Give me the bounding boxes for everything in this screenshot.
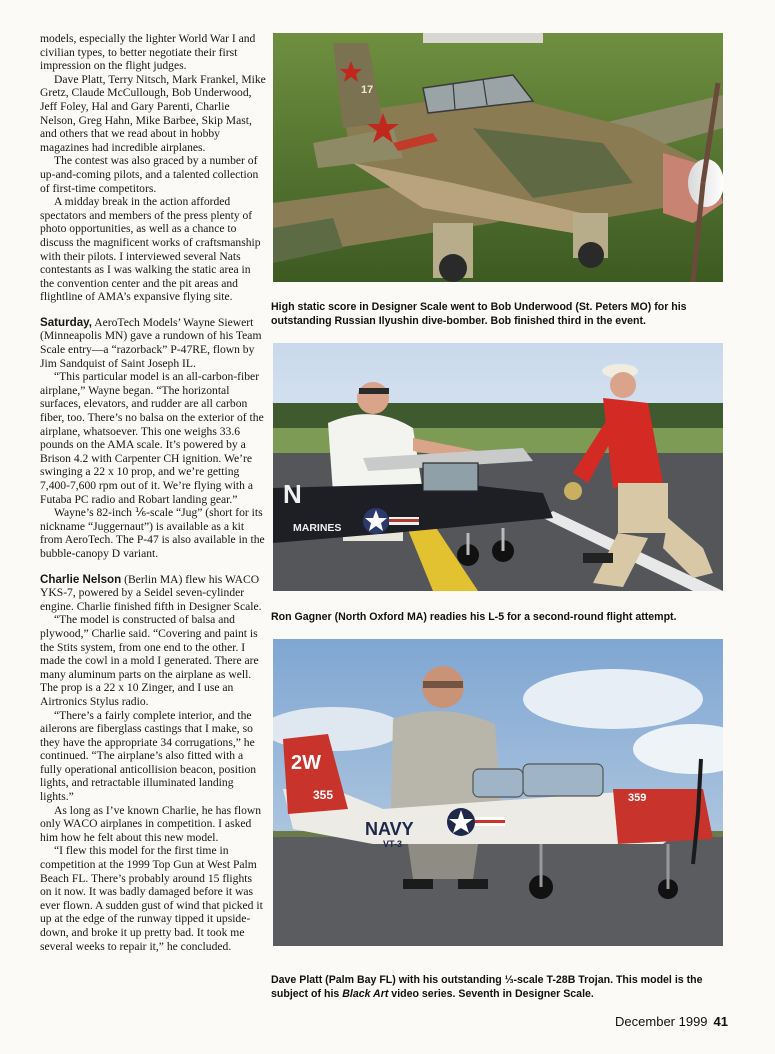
l5-tail-letter: N (283, 479, 302, 509)
tail-code-2w: 2W (291, 752, 321, 774)
paragraph: A midday break in the action afforded spectators and members of the press plenty of photo opportunities, as well as a chance to discuss the magnificent works of craftsmanship with their pilots. I interviewed several Nats contestants as I was walking the static area in the convention center and the pit areas and flightline of AMA’s expansive flying site. (40, 195, 261, 304)
paragraph-charlie (40, 573, 266, 614)
paragraph: Dave Platt, Terry Nitsch, Mark Frankel, Mike Gretz, Claude McCullough, Bob Underwood, Jeff Foley, Hal and Gary Parenti, Charlie Nelson, Greg Hahn, Mike Barbee, Skip Mast, and others that we read about in hobby magazines had incredible airplanes. (40, 72, 266, 154)
t28-photo-illustration (273, 639, 723, 946)
caption-3-text-b: video series. Seventh in Designer Scale. (388, 987, 594, 1000)
page-number: 41 (713, 1014, 728, 1029)
paragraph: As long as I’ve known Charlie, he has flown only WACO airplanes in competition. I asked him how he felt about this new model. (40, 803, 262, 844)
caption-photo-1: High static score in Designer Scale went to Bob Underwood (St. Peters MO) for his outstanding Russian Ilyushin dive-bomber. Bob finished third in the event. (271, 301, 687, 327)
article-text-column (40, 32, 266, 953)
saturday-lead: Saturday, (40, 315, 92, 329)
caption-photo-2: Ron Gagner (North Oxford MA) readies his L-5 for a second-round flight attempt. (271, 611, 677, 623)
caption-3-title: Black Art (342, 987, 389, 1000)
caption-photo-3 (271, 974, 726, 1001)
ilyushin-photo-illustration (273, 33, 723, 282)
charlie-text: (Berlin MA) flew his WACO YKS-7, powered by a Seidel seven-cylinder engine. Charlie finished fifth in Designer Scale. (40, 572, 262, 613)
paragraph: “The model is constructed of balsa and plywood,” Charlie said. “Covering and paint is the Stits system, from one end to the other. I made the cowl in a mold I generated. There are many aluminum parts on the airplane as well. The prop is a 22 x 10 Zinger, and I use an Airtronics Stylus radio. (40, 613, 259, 708)
l5-photo-illustration (273, 343, 723, 591)
charlie-lead: Charlie Nelson (40, 572, 122, 586)
paragraph: “There’s a fairly complete interior, and the ailerons are fiberglass castings that I make, so they have the appropriate 34 corrugations,” he continued. “The airplane’s also fitted with a fully operational anticollision beacon, position lights, and retractable illuminated landing lights.” (40, 708, 257, 804)
photo-ilyushin (273, 33, 723, 282)
navy-label: NAVY (365, 819, 414, 839)
vt3-label: VT-3 (383, 839, 403, 849)
cowl-number-359: 359 (628, 792, 647, 804)
paragraph: “This particular model is an all-carbon-fiber airplane,” Wayne began. “The horizontal surfaces, elevators, and rudder are all carbon fiber, too. There’s no balsa on the exterior of the airplane, whatsoever. This one weighs 33.6 pounds on the AMA scale. It’s powered by a Brison 4.2 with Carpenter CH ignition. We’re swinging a 22 x 10 prop, and we’re getting 7,400-7,600 rpm out of it. We’re flying with a Futaba PC radio and Robart landing gear.” (40, 370, 264, 506)
issue-date: December 1999 (615, 1014, 708, 1029)
tail-number-355: 355 (313, 788, 334, 802)
photo-t28 (273, 639, 723, 946)
photo-l5 (273, 343, 723, 591)
saturday-text: AeroTech Models’ Wayne Siewert (Minneapolis MN) gave a rundown of his Team Scale entry—a “razorback” P-47RE, flown by Jim Sandquist of Saint Joseph IL. (40, 315, 262, 370)
paragraph: “I flew this model for the first time in competition at the 1999 Top Gun at West Palm Beach FL. There’s probably around 15 flights on it now. It was badly damaged before it was ever flown. A sudden gust of wind that picked it up at the edge of the runway tipped it upside-down, and broke it up pretty bad. It took me several weeks to repair it,” he concluded. (40, 844, 263, 953)
caption-3-text-a: Dave Platt (Palm Bay FL) with his outstanding ⅓-scale T-28B Trojan. This model is the subject of his (271, 974, 703, 1000)
paragraph-saturday (40, 316, 266, 370)
paragraph: models, especially the lighter World War I and civilian types, to better negotiate their first impression on the flight judges. (40, 32, 256, 73)
tail-number-17: 17 (361, 84, 374, 96)
paragraph: The contest was also graced by a number of up-and-coming pilots, and a talented collection of first-time competitors. (40, 154, 259, 195)
marines-label: MARINES (293, 522, 342, 534)
paragraph: Wayne’s 82-inch ⅙-scale “Jug” (short for its nickname “Juggernaut”) is available as a kit from AeroTech. The P-47 is also available in the bubble-canopy D variant. (40, 506, 265, 560)
page-footer (615, 1014, 728, 1029)
